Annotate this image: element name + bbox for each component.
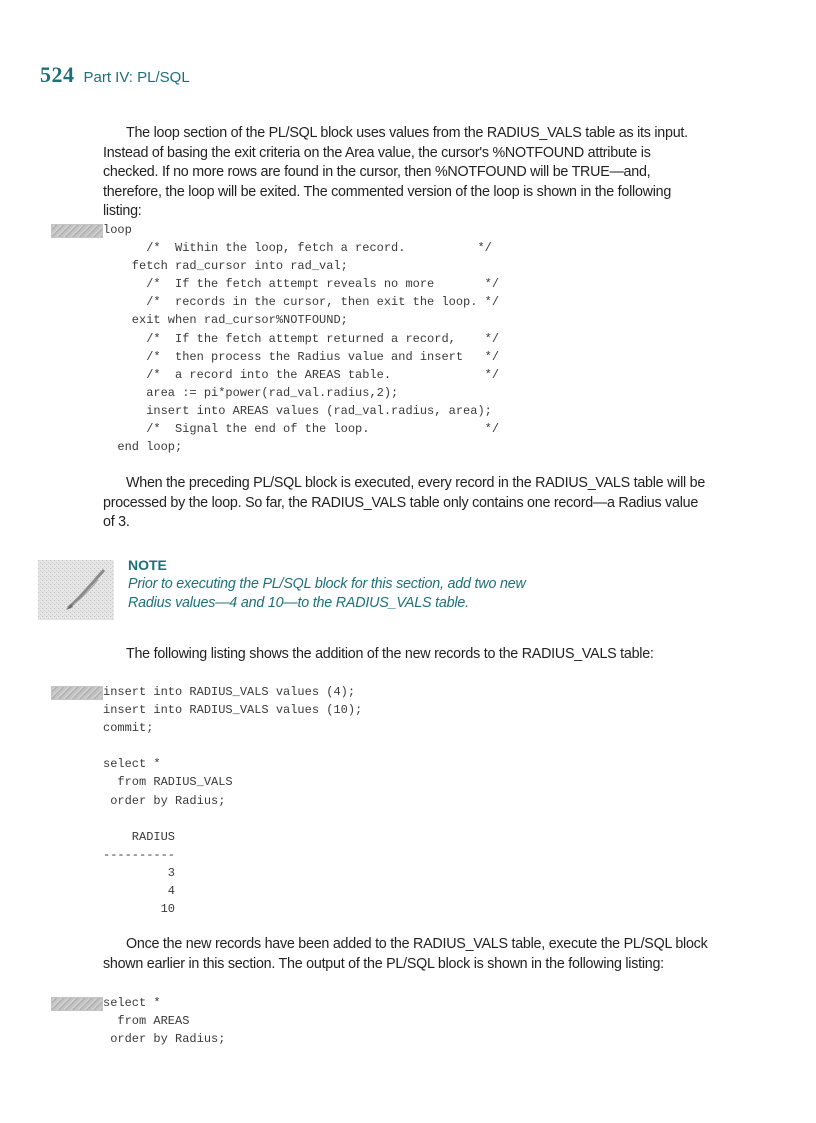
note-pen-icon [38, 560, 114, 620]
code-listing-marker-icon [51, 224, 103, 238]
paragraph-loop-intro: The loop section of the PL/SQL block uses values from the RADIUS_VALS table as its input. Instead of basing the exit criteria on the Area value, the cursor's %NOTFOUND attribute is checked. If no more rows are found in the cursor, then %NOTFOUND will be TRUE—and, therefore, the loop will be exited. The commented version of the loop is shown in the following listing: [103, 125, 688, 219]
note-text: Prior to executing the PL/SQL block for this section, add two new Radius values—4 and 10—to the RADIUS_VALS table. [128, 576, 526, 611]
paragraph-execute-block: Once the new records have been added to the RADIUS_VALS table, execute the PL/SQL block shown earlier in this section. The output of the PL/SQL block is shown in the following listing: [103, 936, 708, 972]
page-header [40, 62, 190, 88]
code-listing-marker-icon [51, 997, 103, 1011]
note-label: NOTE [128, 557, 167, 573]
code-listing-select-areas: select * from AREAS order by Radius; [103, 996, 226, 1047]
part-title: Part IV: PL/SQL [83, 69, 190, 86]
code-listing-marker-icon [51, 686, 103, 700]
paragraph-loop-processing: When the preceding PL/SQL block is executed, every record in the RADIUS_VALS table will be processed by the loop. So far, the RADIUS_VALS table only contains one record—a Radius value of 3. [103, 475, 706, 530]
code-listing-insert-select: insert into RADIUS_VALS values (4); insert into RADIUS_VALS values (10); commit; select * from RADIUS_VALS order by Radius; RADIUS ---------- 3 4 10 [103, 685, 363, 917]
page-number: 524 [40, 62, 75, 87]
code-listing-loop: loop /* Within the loop, fetch a record. */ fetch rad_cursor into rad_val; /* If the fetch attempt reveals no more */ /* records in the cursor, then exit the loop. */ exit when rad_cursor%NOTFOUND; /* If the fetch attempt returned a record, */ /* then process the Radius value and insert */ /* a record into the AREAS table. */ area := pi*power(rad_val.radius,2); insert into AREAS values (rad_val.radius, area); /* Signal the end of the loop. */ end loop; [103, 223, 500, 455]
paragraph-new-records: The following listing shows the addition of the new records to the RADIUS_VALS table: [126, 646, 654, 662]
